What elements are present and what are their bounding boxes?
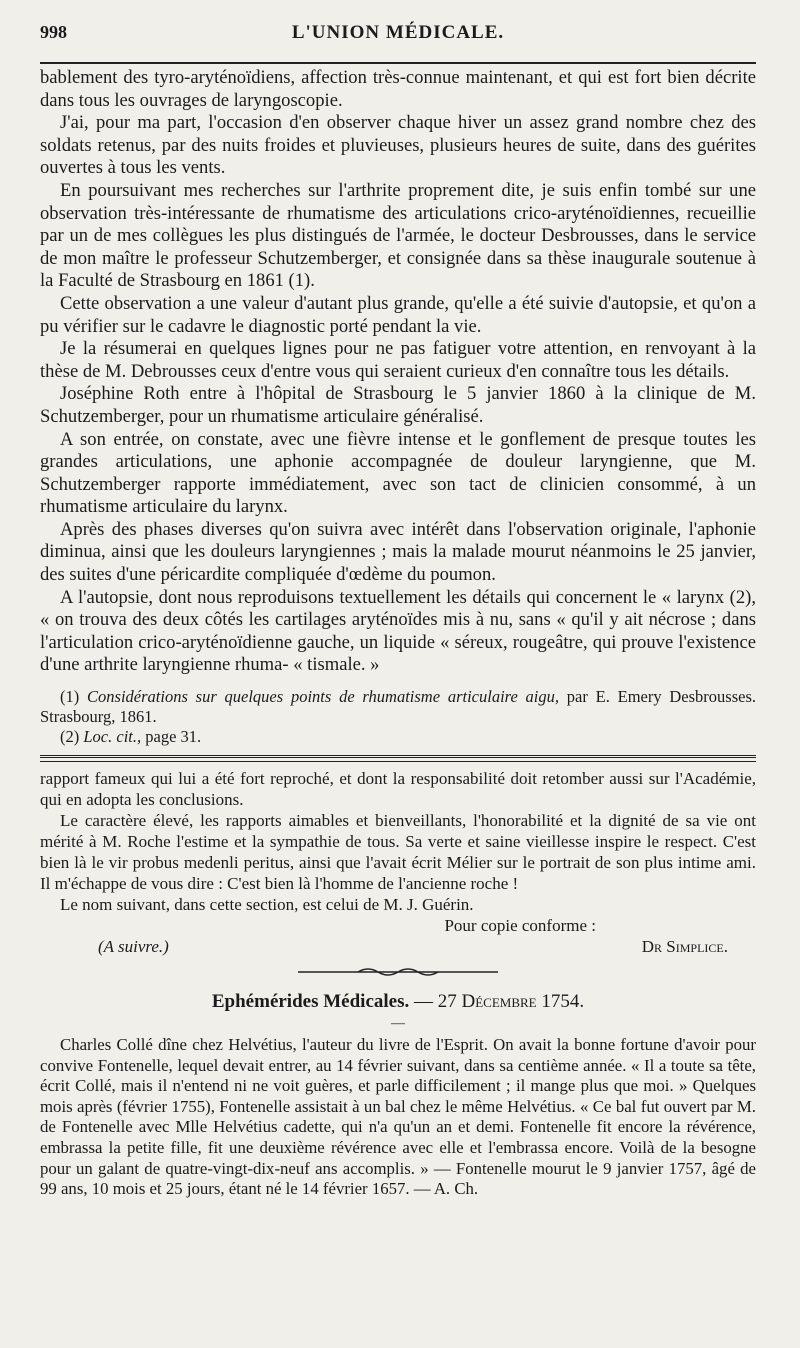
ephemerides-title: Ephémérides Médicales. (211, 991, 410, 1013)
feuilleton-body (40, 768, 756, 915)
paragraph: J'ai, pour ma part, l'occasion d'en observer chaque hiver un assez grand nombre chez des soldats retenus, par des nuits froides et pluvieuses, plusieurs heures de suite, dans des guérites ouvertes à tous les vents. (40, 112, 756, 179)
paragraph: Je la résumerai en quelques lignes pour ne pas fatiguer votre attention, en renvoyant à la thèse de M. Debrousses ceux d'entre vous qui seraient curieux d'en connaître tous les détails. (40, 338, 756, 382)
footnote-marker: (2) (60, 727, 80, 747)
header-rule (40, 62, 756, 64)
signature-row (40, 936, 756, 957)
copy-conforme: Pour copie conforme : (444, 916, 596, 936)
page-number: 998 (40, 22, 67, 42)
footnote-marker: (1) (60, 687, 80, 707)
paragraph: En poursuivant mes recherches sur l'arthrite proprement dite, je suis enfin tombé sur une observation très-intéressante de rhumatisme des articulations crico-aryténoïdiennes, recueillie par un de mes collègues les plus distingués de l'armée, le docteur Desbrousses, dans le service de mon maître le professeur Schutzemberger, et consignée dans sa thèse inaugurale soutenue à la Faculté de Strasbourg en 1861 (1). (40, 179, 756, 292)
footnote-title: Loc. cit., (83, 727, 142, 747)
paragraph: Après des phases diverses qu'on suivra avec intérêt dans l'observation originale, l'aphonie diminua, ainsi que les douleurs laryngiennes ; mais la malade mourut néanmoins le 25 janvier, des suites d'une péricardite compliquée d'œdème du poumon. (40, 518, 756, 586)
paragraph: rapport fameux qui lui a été fort reproché, et dont la responsabilité doit retomber aussi sur l'Académie, qui en adopta les conclusions. (40, 769, 756, 810)
paragraph: Charles Collé dîne chez Helvétius, l'auteur du livre de l'Esprit. On avait la bonne fortune d'avoir pour convive Fontenelle, lequel devait entrer, au 14 février suivant, dans sa centième année. « Il a toute sa tête, écrit Collé, mais il n'entend ni ne voit guères, et parle difficilement ; il mange plus que moi. » Quelques mois après (février 1755), Fontenelle assistait à un bal chez le même Helvétius. « Ce bal fut ouvert par M. de Fontenelle avec Mlle Helvétius cadette, qui n'a qu'un an et demi. Fontenelle fit encore la révérence, embrassa la petite fille, fit une deuxième révérence avec elle et l'embrassa encore. Voilà de la besogne pour un galant de quatre-vingt-dix-neuf ans accomplis. » — Fontenelle mourut le 9 janvier 1757, âgé de 99 ans, 10 mois et 25 jours, étant né le 14 février 1657. — A. Ch. (40, 1035, 756, 1199)
ephemerides-heading (40, 991, 756, 1013)
paragraph: bablement des tyro-aryténoïdiens, affection très-connue maintenant, et qui est fort bien décrite dans tous les ouvrages de laryngoscopie. (40, 67, 756, 111)
footnote (40, 687, 756, 727)
signature: Dr Simplice. (641, 937, 728, 957)
paragraph: Le nom suivant, dans cette section, est celui de M. J. Guérin. (60, 895, 474, 915)
paragraph: A son entrée, on constate, avec une fièvre intense et le gonflement de presque toutes les grandes articulations, une aphonie accompagnée de douleur laryngienne, que M. Schutzemberger rapporte immédiatement, avec son tact de clinicien consommé, à un rhumatisme articulaire du larynx. (40, 428, 756, 518)
footnotes (40, 687, 756, 747)
paragraph: Cette observation a une valeur d'autant plus grande, qu'elle a été suivie d'autopsie, et qu'on a pu vérifier sur le cadavre le diagnostic porté pendant la vie. (40, 292, 756, 337)
small-dash: — (391, 1016, 405, 1032)
paragraph: Joséphine Roth entre à l'hôpital de Strasbourg le 5 janvier 1860 à la clinique de M. Schutzemberger, pour un rhumatisme articulaire généralisé. (40, 383, 756, 427)
section-divider (40, 755, 756, 762)
ornament-divider (40, 965, 756, 983)
page-header (40, 22, 756, 56)
paragraph: Le caractère élevé, les rapports aimables et bienveillants, l'honorabilité et la dignité de sa vie ont mérité à M. Roche l'estime et la sympathie de tous. Sa verte et saine vieillesse inspire le respect. C'est bien là le vir probus medenli peritus, ainsi que l'avait écrit Mélier sur le portrait de son plus intime ami. Il m'échappe de vous dire : C'est bien là l'homme de l'ancienne roche ! (40, 811, 756, 894)
footnote (40, 727, 756, 747)
flourish-icon (298, 966, 498, 978)
footnote-rest: par E. Emery Desbrousses. Strasbourg, 1861. (40, 687, 757, 727)
footnote-title: Considérations sur quelques points de rhumatisme articulaire aigu, (87, 687, 560, 707)
paragraph: A l'autopsie, dont nous reproduisons textuellement les détails qui concernent le « larynx (2), « on trouva des deux côtés les cartilages aryténoïdes mis à nu, sans « qu'il y ait nécrose ; dans l'articulation crico-aryténoïdienne gauche, un liquide « séreux, rougeâtre, qui prouve l'existence d'une arthrite laryngienne rhuma- « tismale. » (40, 586, 756, 676)
article-body (40, 67, 756, 677)
ephemerides-body (40, 1035, 756, 1200)
journal-title: L'UNION MÉDICALE. (291, 22, 505, 43)
footnote-rest: page 31. (141, 727, 202, 747)
to-be-continued: (A suivre.) (98, 937, 169, 957)
ephemerides-date: — 27 Décembre 1754. (413, 991, 585, 1013)
